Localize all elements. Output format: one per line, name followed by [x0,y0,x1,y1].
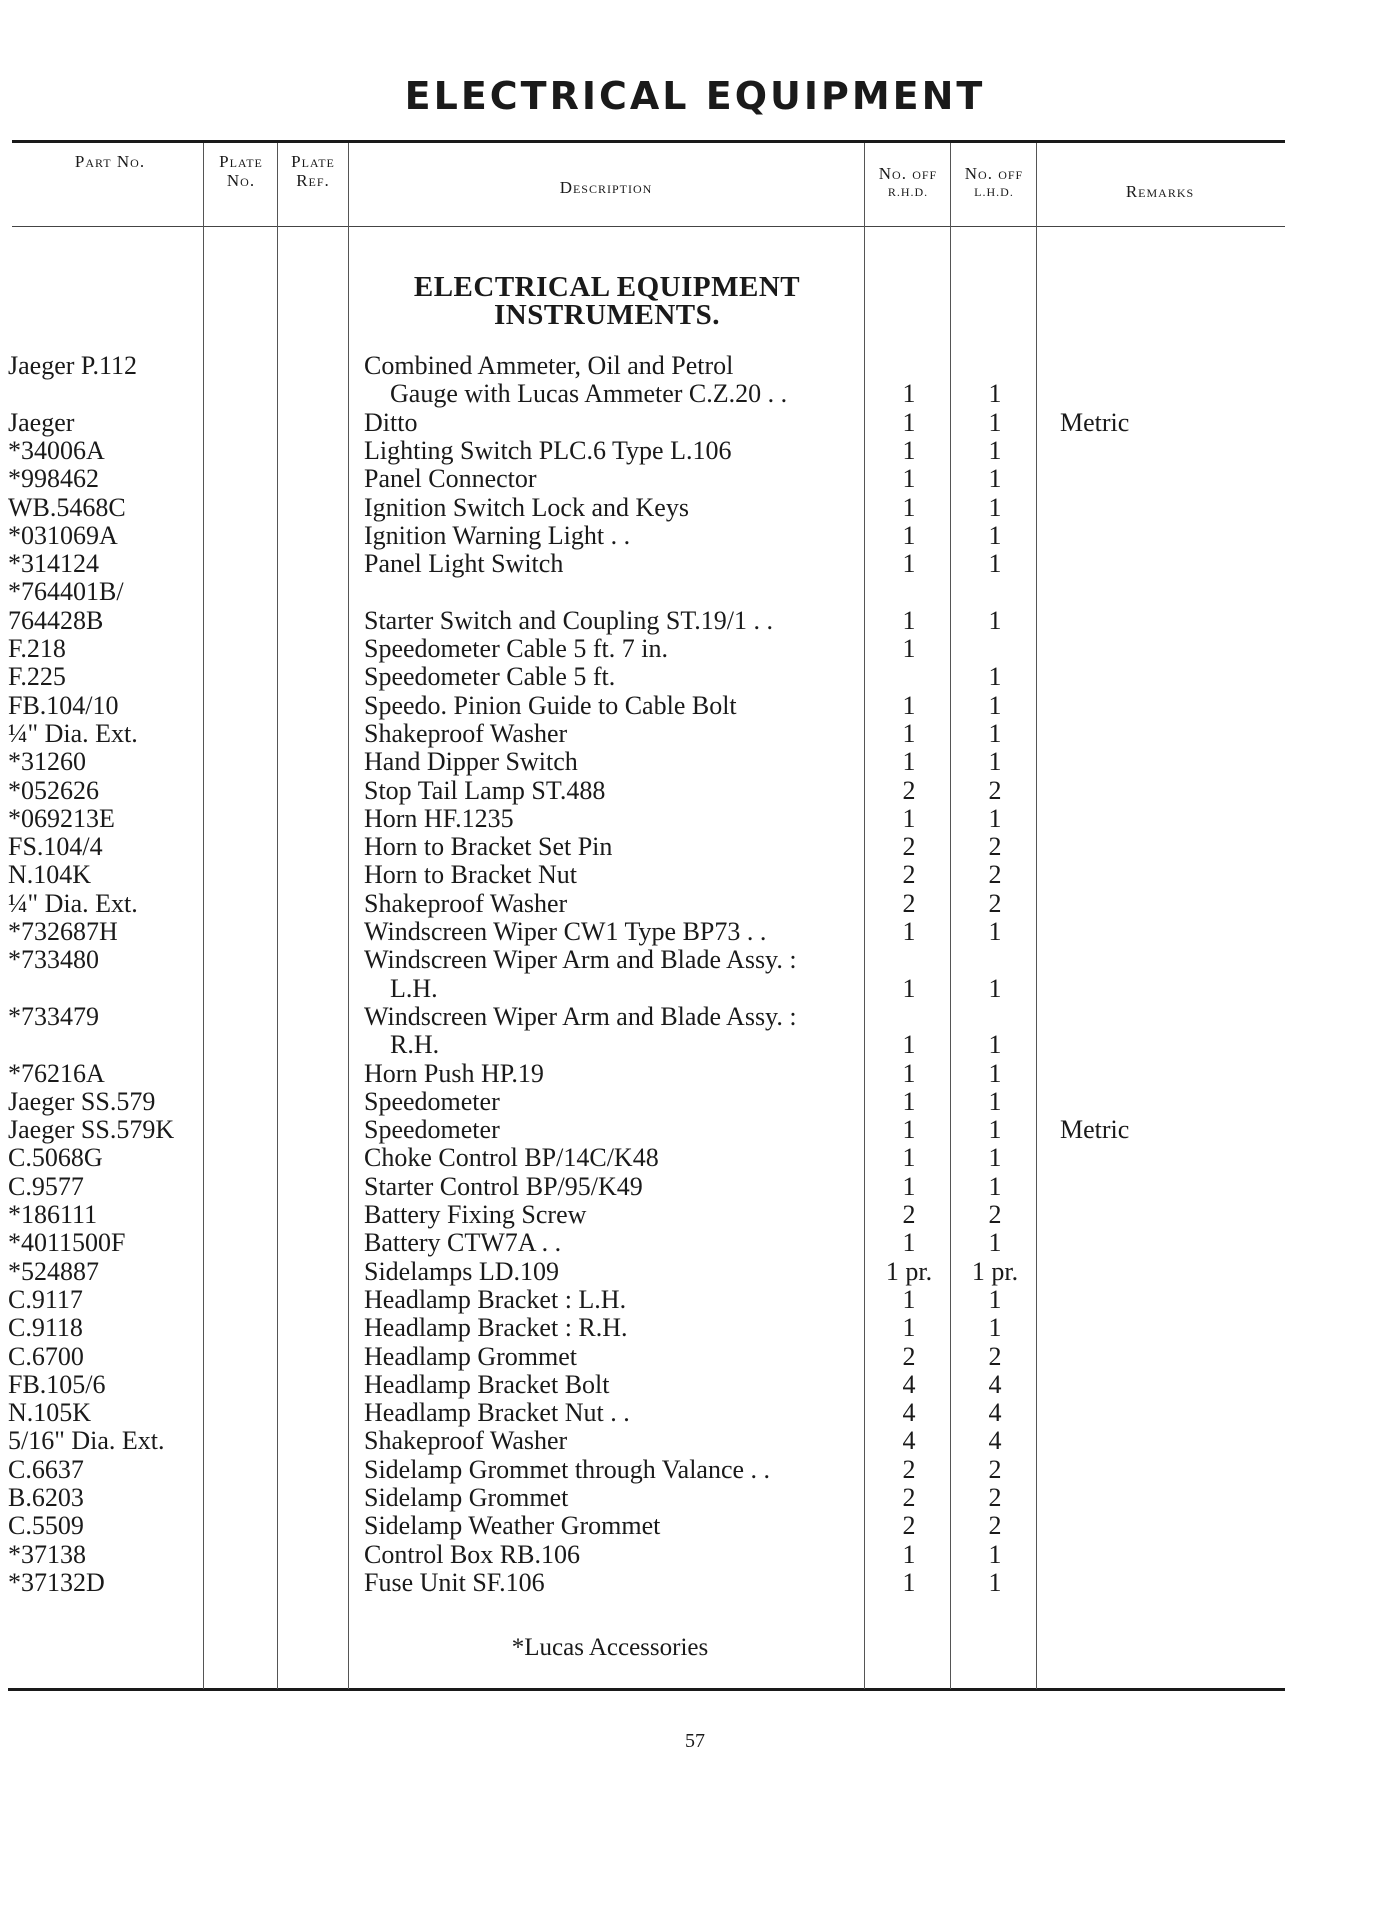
qty-rhd: 1 [902,1058,916,1088]
part-number: *31260 [8,747,86,777]
qty-rhd: 2 [902,1341,916,1371]
table-row [0,1484,1390,1512]
header-remarks: Remarks [1125,182,1195,201]
description: Fuse Unit SF.106 [364,1567,545,1597]
table-row [0,1286,1390,1314]
part-number: 5/16" Dia. Ext. [8,1426,165,1456]
description: Starter Control BP/95/K49 [364,1171,643,1201]
description: Sidelamp Grommet [364,1483,569,1512]
part-number: Jaeger [8,407,75,437]
part-number: *4011500F [8,1228,126,1258]
part-number: C.6700 [8,1341,84,1371]
description: Headlamp Bracket Bolt [364,1369,610,1399]
qty-rhd: 1 [902,1567,916,1597]
table-row [0,918,1390,946]
description: Windscreen Wiper Arm and Blade Assy. : [364,1001,797,1031]
qty-rhd: 1 [902,1171,916,1201]
qty-rhd: 1 [902,1284,916,1314]
description: Shakeproof Washer [364,718,568,748]
qty-lhd: 1 [988,803,1002,833]
qty-lhd: 2 [988,1341,1002,1371]
description: Battery CTW7A . . [364,1228,562,1258]
qty-lhd: 1 pr. [971,1256,1019,1286]
qty-rhd: 2 [902,860,916,890]
page-number: 57 [685,1730,705,1752]
table-row [0,805,1390,833]
qty-rhd: 1 [902,1030,916,1060]
qty-rhd: 1 [902,492,916,522]
part-number: B.6203 [8,1483,84,1512]
part-number: ¼" Dia. Ext. [8,718,138,748]
description: Headlamp Bracket Nut . . [364,1398,630,1428]
qty-lhd: 1 [988,973,1002,1003]
qty-rhd: 1 [902,747,916,777]
part-number: C.9577 [8,1171,84,1201]
part-number: C.5509 [8,1511,84,1541]
qty-lhd: 1 [988,435,1002,465]
remarks: Metric [1060,1115,1130,1145]
qty-rhd: 1 [902,1143,916,1173]
part-number: 764428B [8,605,104,635]
table-row [0,635,1390,663]
table-row [0,1343,1390,1371]
qty-rhd: 2 [902,832,916,862]
table-row [0,890,1390,918]
header-no-off-rhd-line1: No. off [878,164,938,183]
description: Shakeproof Washer [364,888,568,918]
qty-lhd: 1 [988,718,1002,748]
table-row [0,494,1390,522]
qty-rhd: 2 [902,1483,916,1512]
qty-lhd: 2 [988,775,1002,805]
table-row [0,437,1390,465]
qty-lhd: 4 [988,1426,1002,1456]
description: Battery Fixing Screw [364,1200,587,1229]
qty-lhd: 2 [988,1511,1002,1541]
qty-lhd: 4 [988,1369,1002,1399]
section-title-line2: INSTRUMENTS. [494,299,720,331]
description: Ignition Warning Light . . [364,520,631,550]
header-no-off-lhd-line2: L.H.D. [974,185,1014,199]
part-number: C.6637 [8,1454,84,1484]
table-row [0,777,1390,805]
description: Headlamp Bracket : L.H. [364,1284,627,1314]
qty-lhd: 1 [988,1567,1002,1597]
qty-lhd: 2 [988,860,1002,890]
header-plate-ref: Plate Ref. [291,152,335,190]
description: Horn HF.1235 [364,803,514,833]
description: Speedometer [364,1086,500,1116]
qty-lhd: 1 [988,379,1002,409]
part-number: *733479 [8,1001,99,1031]
description: Horn Push HP.19 [364,1058,544,1088]
qty-rhd: 1 pr. [885,1256,933,1286]
part-number: *34006A [8,435,105,465]
remarks: Metric [1060,407,1130,437]
qty-lhd: 1 [988,492,1002,522]
description: Gauge with Lucas Ammeter C.Z.20 . . [390,379,788,409]
description: Speedometer Cable 5 ft. 7 in. [364,634,668,663]
description: L.H. [390,973,438,1003]
part-number: *186111 [8,1200,98,1229]
header-no-off-rhd-line2: R.H.D. [887,185,929,199]
description: Windscreen Wiper Arm and Blade Assy. : [364,945,797,975]
description: Starter Switch and Coupling ST.19/1 . . [364,605,773,635]
description: Stop Tail Lamp ST.488 [364,775,606,805]
table-row [0,380,1390,408]
qty-lhd: 4 [988,1398,1002,1428]
description: Control Box RB.106 [364,1539,580,1569]
description: Lighting Switch PLC.6 Type L.106 [364,435,732,465]
description: Panel Light Switch [364,549,564,579]
table-row [0,1229,1390,1257]
table-row [0,1144,1390,1172]
part-number: ¼" Dia. Ext. [8,888,138,918]
description: Choke Control BP/14C/K48 [364,1143,659,1173]
part-number: Jaeger SS.579K [8,1115,175,1145]
qty-lhd: 1 [988,917,1002,946]
qty-lhd: 1 [988,407,1002,437]
description: Horn to Bracket Set Pin [364,832,613,862]
qty-rhd: 1 [902,1086,916,1116]
description: Panel Connector [364,464,537,494]
table-row [0,692,1390,720]
qty-lhd: 2 [988,832,1002,862]
bottom-rule [8,1688,1285,1691]
table-row [0,1371,1390,1399]
table-row [0,1201,1390,1229]
part-number: *052626 [8,775,99,805]
part-number: WB.5468C [8,492,126,522]
part-number: FB.105/6 [8,1369,106,1399]
table-row [0,1456,1390,1484]
qty-rhd: 2 [902,775,916,805]
qty-lhd: 1 [988,690,1002,720]
description: Speedometer [364,1115,500,1145]
description: R.H. [390,1030,440,1060]
page-title: ELECTRICAL EQUIPMENT [404,74,986,118]
qty-rhd: 1 [902,690,916,720]
table-row [0,522,1390,550]
table-row [0,1116,1390,1144]
table-row [0,465,1390,493]
qty-lhd: 1 [988,1115,1002,1145]
description: Sidelamp Grommet through Valance . . [364,1454,771,1484]
description: Speedometer Cable 5 ft. [364,662,616,692]
table-row [0,1003,1390,1031]
part-number: *733480 [8,945,99,975]
qty-rhd: 1 [902,1539,916,1569]
table-row [0,720,1390,748]
table-row [0,1569,1390,1597]
description: Hand Dipper Switch [364,747,578,777]
part-number: F.218 [8,634,66,663]
table-row [0,1427,1390,1455]
table-row [0,550,1390,578]
qty-lhd: 1 [988,549,1002,579]
qty-lhd: 1 [988,1539,1002,1569]
qty-lhd: 1 [988,464,1002,494]
qty-rhd: 4 [902,1398,916,1428]
part-number: C.9117 [8,1284,83,1314]
part-number: *998462 [8,464,99,494]
qty-rhd: 1 [902,1115,916,1145]
part-number: C.5068G [8,1143,103,1173]
part-number: *764401B/ [8,577,124,607]
qty-rhd: 2 [902,888,916,918]
qty-rhd: 1 [902,718,916,748]
qty-lhd: 1 [988,1086,1002,1116]
part-number: *37138 [8,1539,86,1569]
part-number: Jaeger P.112 [8,351,138,380]
description: Shakeproof Washer [364,1426,568,1456]
part-number: *37132D [8,1567,105,1597]
table-row [0,1173,1390,1201]
qty-rhd: 2 [902,1454,916,1484]
table-row [0,1399,1390,1427]
qty-rhd: 1 [902,464,916,494]
qty-rhd: 4 [902,1426,916,1456]
qty-lhd: 2 [988,1483,1002,1512]
footnote: *Lucas Accessories [511,1634,709,1661]
qty-lhd: 1 [988,1171,1002,1201]
table-row [0,861,1390,889]
table-row [0,607,1390,635]
qty-lhd: 2 [988,888,1002,918]
table-row [0,1060,1390,1088]
table-row [0,975,1390,1003]
part-number: *76216A [8,1058,105,1088]
part-number: N.104K [8,860,92,890]
header-no-off-rhd [866,164,950,202]
qty-lhd: 1 [988,520,1002,550]
description: Headlamp Grommet [364,1341,577,1371]
description: Speedo. Pinion Guide to Cable Bolt [364,690,737,720]
qty-rhd: 1 [902,549,916,579]
table-row [0,833,1390,861]
qty-rhd: 1 [902,379,916,409]
part-number: C.9118 [8,1313,83,1343]
table-row [0,1541,1390,1569]
qty-rhd: 4 [902,1369,916,1399]
table-row [0,578,1390,606]
qty-rhd: 2 [902,1200,916,1229]
part-number: *314124 [8,549,99,579]
part-number: *524887 [8,1256,99,1286]
table-row [0,1031,1390,1059]
part-number: N.105K [8,1398,92,1428]
description: Sidelamp Weather Grommet [364,1511,661,1541]
qty-rhd: 1 [902,435,916,465]
qty-lhd: 1 [988,1284,1002,1314]
section-title-line1: ELECTRICAL EQUIPMENT [413,271,801,303]
qty-lhd: 1 [988,1030,1002,1060]
part-number: FS.104/4 [8,832,103,862]
qty-lhd: 2 [988,1200,1002,1229]
part-number: *031069A [8,520,118,550]
table-row [0,409,1390,437]
description: Windscreen Wiper CW1 Type BP73 . . [364,917,767,946]
table-row [0,663,1390,691]
qty-lhd: 1 [988,1143,1002,1173]
table-row [0,748,1390,776]
qty-rhd: 1 [902,803,916,833]
header-description: Description [559,178,653,197]
qty-lhd: 2 [988,1454,1002,1484]
qty-rhd: 1 [902,1313,916,1343]
part-number: F.225 [8,662,66,692]
part-number: *732687H [8,917,118,946]
qty-lhd: 1 [988,662,1002,692]
qty-rhd: 1 [902,407,916,437]
description: Ditto [364,407,418,437]
qty-rhd: 1 [902,605,916,635]
description: Ignition Switch Lock and Keys [364,492,689,522]
table-row [0,1512,1390,1540]
part-number: FB.104/10 [8,690,119,720]
qty-lhd: 1 [988,1228,1002,1258]
table-row [0,1314,1390,1342]
qty-rhd: 1 [902,973,916,1003]
part-number: Jaeger SS.579 [8,1086,156,1116]
part-number: *069213E [8,803,115,833]
description: Sidelamps LD.109 [364,1256,559,1286]
qty-rhd: 1 [902,634,916,663]
header-no-off-lhd [952,164,1036,202]
table-row [0,946,1390,974]
qty-lhd: 1 [988,605,1002,635]
qty-lhd: 1 [988,747,1002,777]
table-row [0,1088,1390,1116]
description: Combined Ammeter, Oil and Petrol [364,351,734,380]
description: Horn to Bracket Nut [364,860,578,890]
header-plate-no: Plate No. [219,152,263,190]
qty-rhd: 1 [902,520,916,550]
header-no-off-lhd-line1: No. off [964,164,1024,183]
header-part-no: Part No. [74,152,146,171]
qty-rhd: 2 [902,1511,916,1541]
qty-rhd: 1 [902,1228,916,1258]
table-row [0,352,1390,380]
description: Headlamp Bracket : R.H. [364,1313,628,1343]
qty-lhd: 1 [988,1313,1002,1343]
qty-rhd: 1 [902,917,916,946]
qty-lhd: 1 [988,1058,1002,1088]
table-row [0,1258,1390,1286]
